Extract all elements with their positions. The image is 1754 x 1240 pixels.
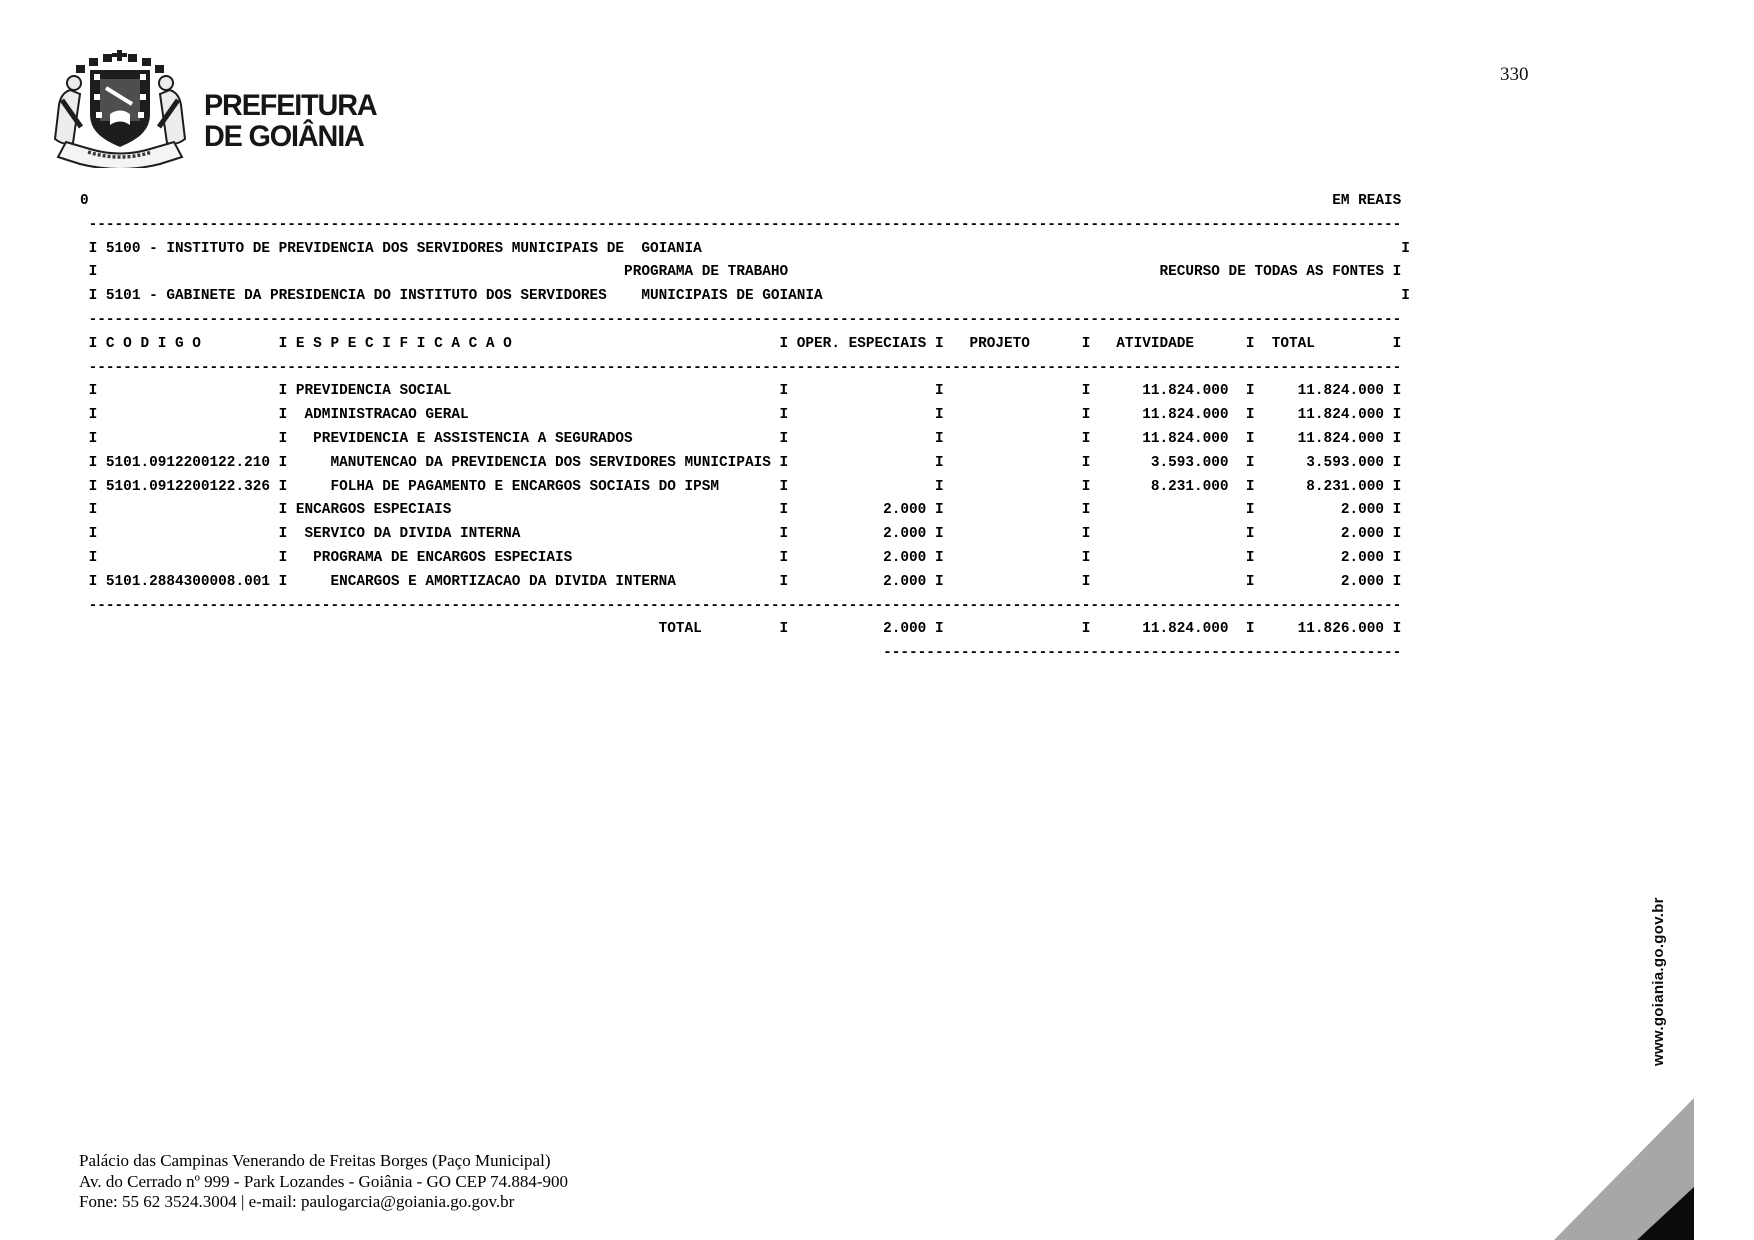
report-line: --------------------------------------------------------------------------------------------------------------------------------------------------------	[80, 359, 1402, 376]
report-line: I 5100 - INSTITUTO DE PREVIDENCIA DOS SERVIDORES MUNICIPAIS DE GOIANIA I	[80, 240, 1410, 257]
report-line: --------------------------------------------------------------------------------------------------------------------------------------------------------	[80, 311, 1402, 328]
report-line: I PROGRAMA DE TRABAHO RECURSO DE TODAS AS FONTES I	[80, 264, 1402, 281]
prefeitura-logo	[50, 50, 377, 168]
goiania-coat-of-arms-icon	[50, 50, 190, 168]
report-line: I I PREVIDENCIA E ASSISTENCIA A SEGURADOS I I I 11.824.000 I 11.824.000 I	[80, 430, 1402, 447]
report-line: I 5101.0912200122.210 I MANUTENCAO DA PREVIDENCIA DOS SERVIDORES MUNICIPAIS I I I 3.593.000 I 3.593.000 I	[80, 454, 1402, 471]
page-number: 330	[1500, 64, 1529, 85]
footer-line-contact: Fone: 55 62 3524.3004 | e-mail: paulogarcia@goiania.go.gov.br	[79, 1192, 515, 1211]
logo-line1: PREFEITURA	[204, 89, 377, 122]
report-line: --------------------------------------------------------------------------------------------------------------------------------------------------------	[80, 597, 1402, 614]
logo-wordmark	[204, 90, 377, 152]
report-line: I I PREVIDENCIA SOCIAL I I I 11.824.000 I 11.824.000 I	[80, 383, 1402, 400]
budget-report-text	[80, 190, 1410, 666]
report-line: I 5101.2884300008.001 I ENCARGOS E AMORTIZACAO DA DIVIDA INTERNA I 2.000 I I I 2.000 I	[80, 573, 1402, 590]
report-line: I I ENCARGOS ESPECIAIS I 2.000 I I I 2.000 I	[80, 502, 1402, 519]
footer-line-address: Av. do Cerrado nº 999 - Park Lozandes - Goiânia - GO CEP 74.884-900	[79, 1171, 569, 1191]
report-line: 0 EM REAIS	[80, 193, 1402, 209]
report-line: I I ADMINISTRACAO GERAL I I I 11.824.000 I 11.824.000 I	[80, 407, 1402, 424]
report-total-line: TOTAL I 2.000 I I 11.824.000 I 11.826.000 I	[80, 621, 1402, 638]
footer-address	[79, 1151, 568, 1213]
report-line: I I SERVICO DA DIVIDA INTERNA I 2.000 I I I 2.000 I	[80, 526, 1402, 543]
website-url-vertical: www.goiania.go.gov.br	[1650, 897, 1667, 1066]
logo-line2: DE GOIÂNIA	[204, 120, 364, 153]
report-line: I 5101.0912200122.326 I FOLHA DE PAGAMENTO E ENCARGOS SOCIAIS DO IPSM I I I 8.231.000 I 8.231.000 I	[80, 478, 1402, 495]
report-line: I 5101 - GABINETE DA PRESIDENCIA DO INSTITUTO DOS SERVIDORES MUNICIPAIS DE GOIANIA I	[80, 288, 1410, 305]
report-line: --------------------------------------------------------------------------------------------------------------------------------------------------------	[80, 216, 1402, 233]
report-line: I I PROGRAMA DE ENCARGOS ESPECIAIS I 2.000 I I I 2.000 I	[80, 549, 1402, 566]
report-column-header-line: I C O D I G O I E S P E C I F I C A C A O I OPER. ESPECIAIS I PROJETO I ATIVIDADE I TOTAL I	[80, 335, 1402, 352]
corner-triangle-decoration	[1550, 1090, 1700, 1240]
footer-line-palace: Palácio das Campinas Venerando de Freitas Borges (Paço Municipal)	[79, 1151, 551, 1170]
report-line: ------------------------------------------------------------	[80, 645, 1402, 662]
